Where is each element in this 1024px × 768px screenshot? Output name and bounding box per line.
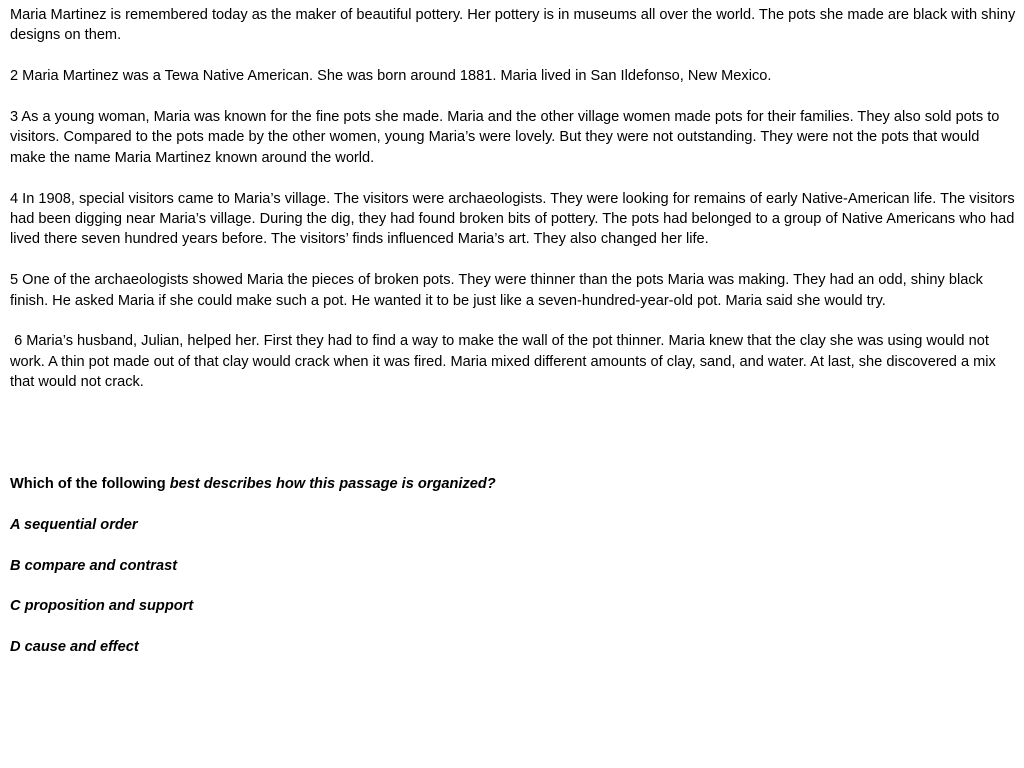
- passage-paragraph-2: 2 Maria Martinez was a Tewa Native American. She was born around 1881. Maria lived in San Ildefonso, New Mexico.: [10, 68, 772, 85]
- question-emphasis: best describes how this passage is organized?: [169, 476, 496, 493]
- spacer: [10, 413, 1016, 474]
- passage-paragraph-1: Maria Martinez is remembered today as the maker of beautiful pottery. Her pottery is in museums all over the world. The pots she made are black with shiny designs on them.: [10, 7, 1020, 44]
- answer-choice-d: D cause and effect: [10, 639, 139, 656]
- passage-paragraph-6: 6 Maria’s husband, Julian, helped her. First they had to find a way to make the wall of the pot thinner. Maria knew that the clay she was using would not work. A thin pot made out of that clay would crack when it was fired. Maria mixed different amounts of clay, sand, and water. At last, she discovered a mix that would not crack.: [10, 333, 1000, 391]
- slide-content: [10, 5, 1020, 678]
- passage-paragraph-4: 4 In 1908, special visitors came to Maria’s village. The visitors were archaeologists. They were looking for remains of early Native-American life. The visitors had been digging near Maria’s village. During the dig, they had found broken bits of pottery. The pots had belonged to a group of Native Americans who had lived there seven hundred years before. The visitors’ finds influenced Maria’s art. They also changed her life.: [10, 190, 1019, 248]
- passage-paragraph-3: 3 As a young woman, Maria was known for the fine pots she made. Maria and the other village women made pots for their families. They also sold pots to visitors. Compared to the pots made by the other women, young Maria’s were lovely. But they were not outstanding. They were not the pots that would make the name Maria Martinez known around the world.: [10, 109, 1004, 166]
- answer-choice-c: C proposition and support: [10, 598, 194, 615]
- answer-choice-a: A sequential order: [10, 516, 138, 533]
- question-lead: Which of the following: [10, 476, 170, 493]
- passage-paragraph-5: 5 One of the archaeologists showed Maria the pieces of broken pots. They were thinner than the pots Maria was making. They had an odd, shiny black finish. He asked Maria if she could make such a pot. He wanted it to be just like a seven-hundred-year-old pot. Maria said she would try.: [10, 272, 987, 309]
- answer-choice-b: B compare and contrast: [10, 557, 178, 574]
- question-prompt: [10, 474, 1016, 494]
